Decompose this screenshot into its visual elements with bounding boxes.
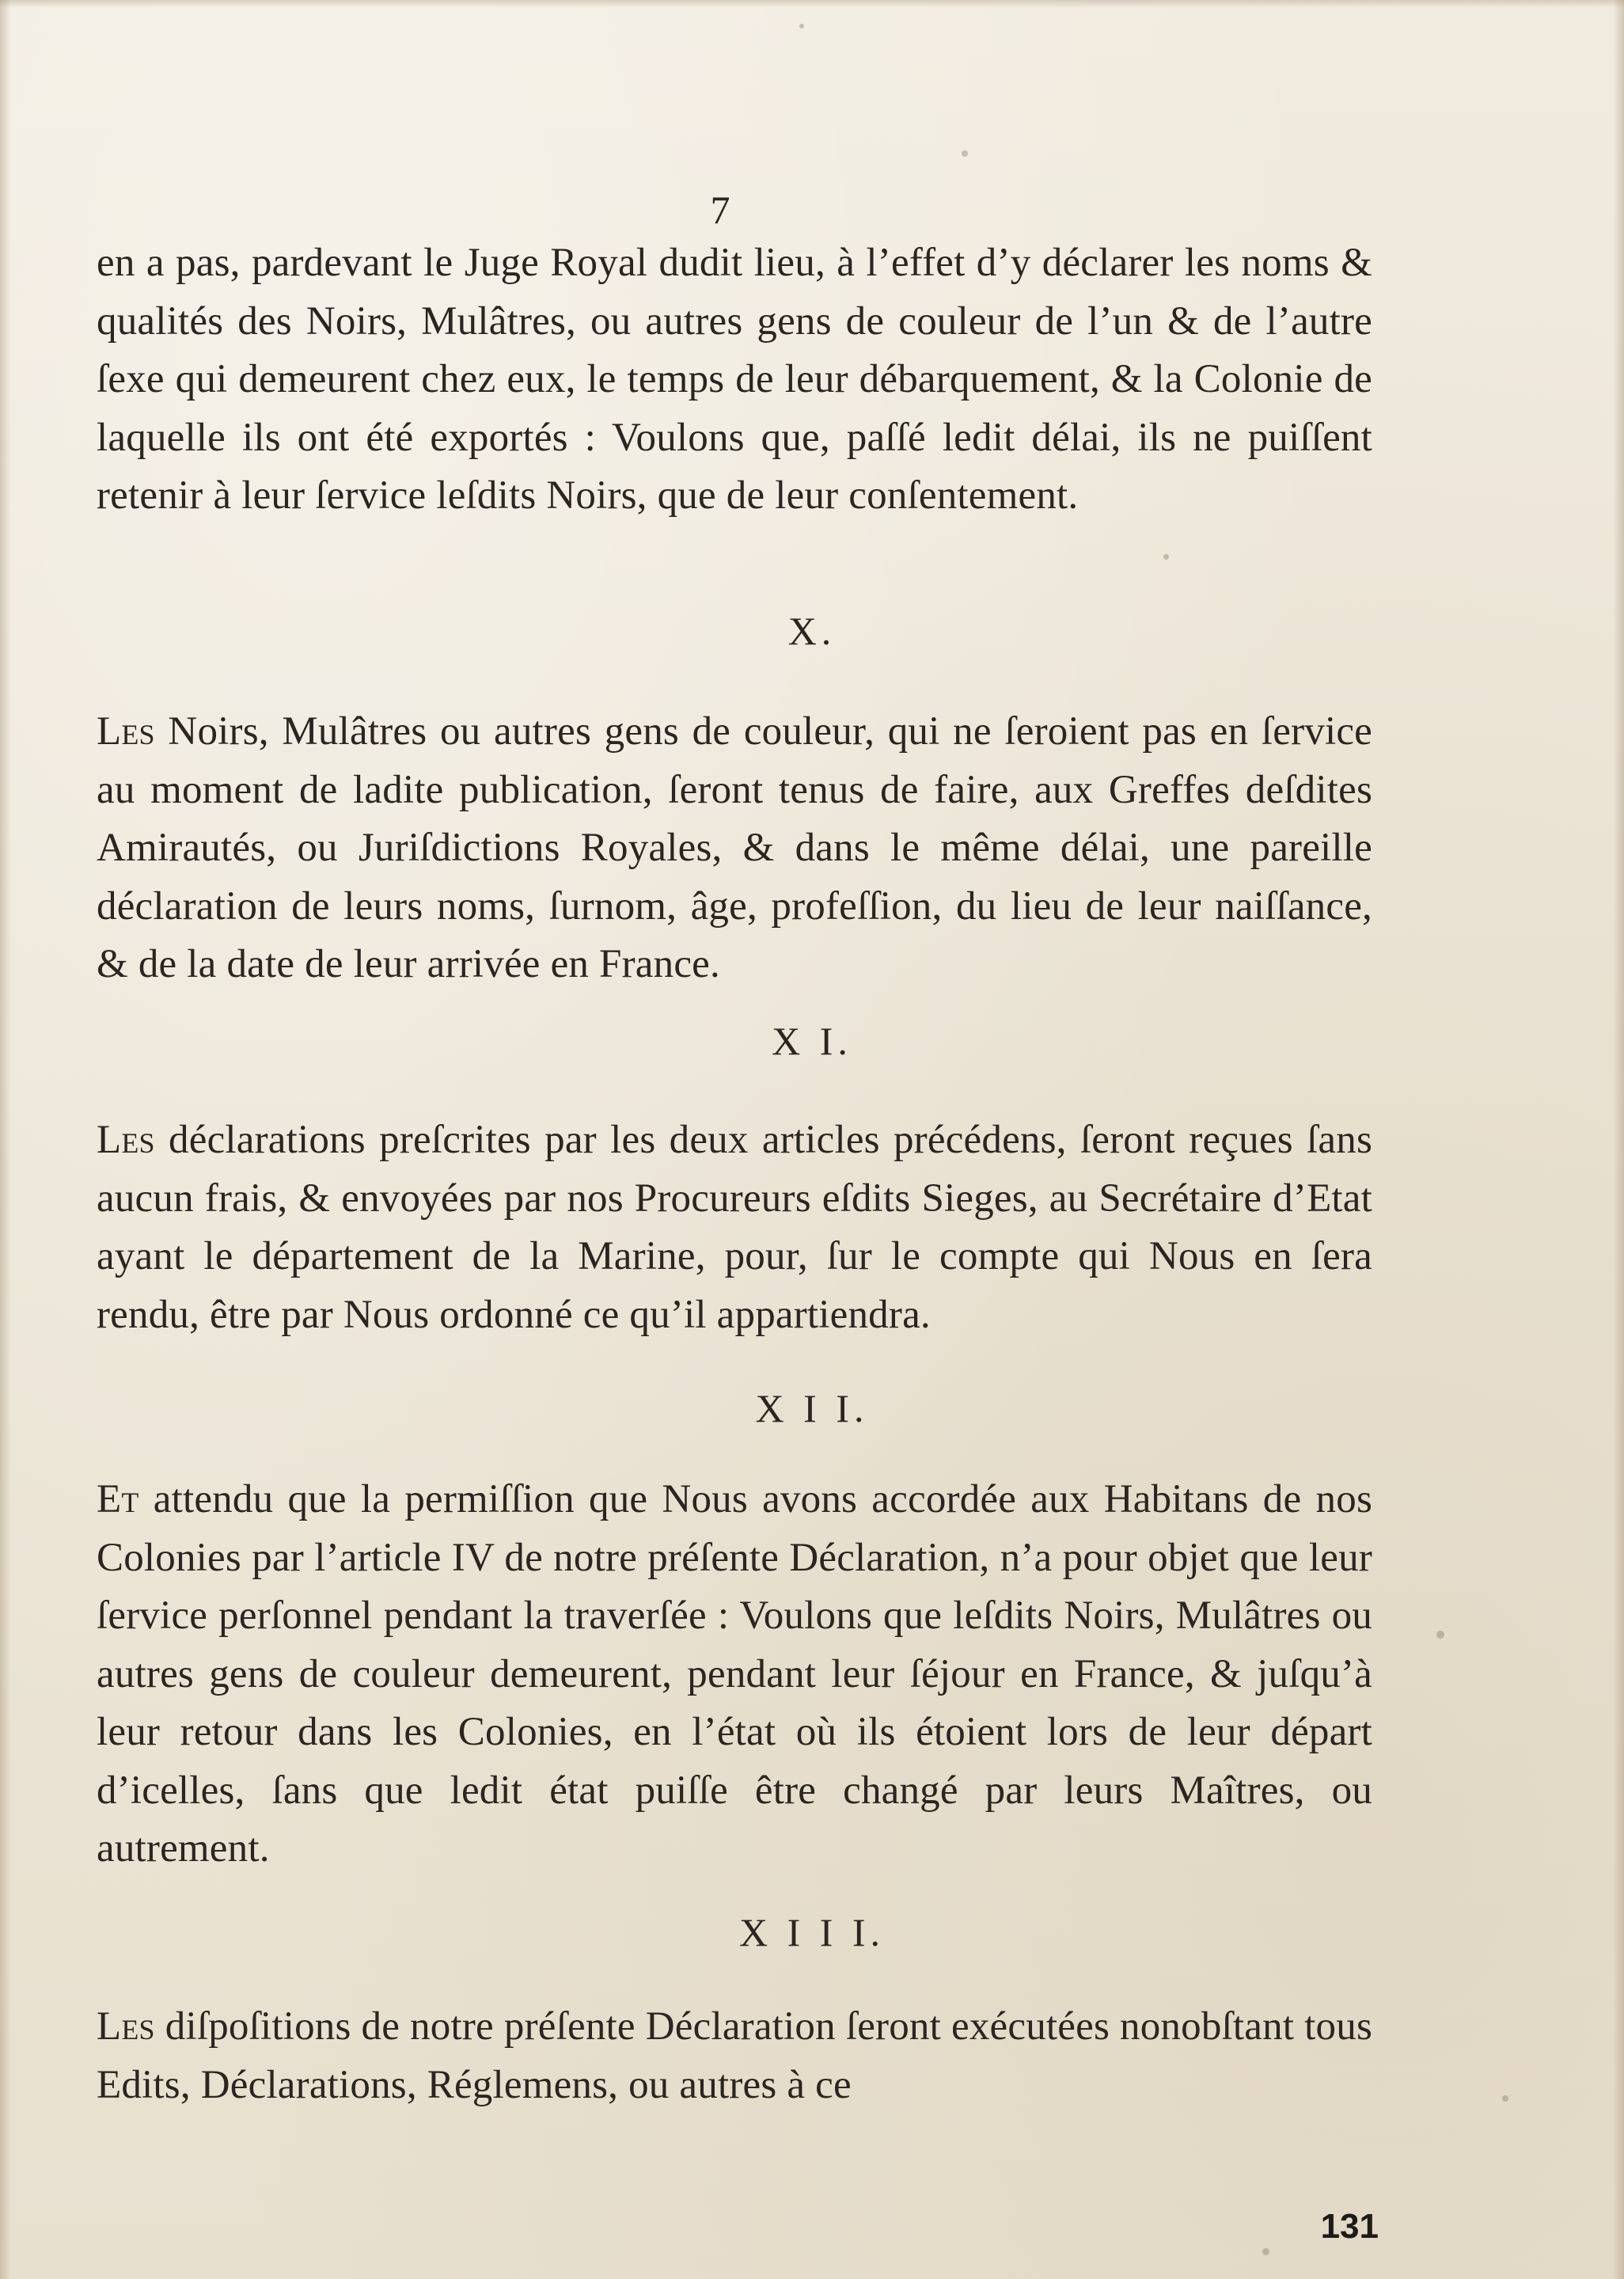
article-x-lead: Les [97,709,155,754]
article-xi-paragraph [97,1111,1372,1344]
article-xiii-lead: Les [97,2004,155,2049]
paper-speck [1502,2095,1508,2102]
article-heading-xi: X I. [772,1019,852,1063]
article-xiii-text: diſpoſitions de notre préſente Déclaration ſeront exécutées nonobſtant tous Edits, Déclarations, Réglemens, ou autres à ce [97,2004,1372,2107]
article-heading-xiii: X I I I. [738,1910,886,1954]
article-xiii-paragraph [97,1998,1372,2114]
paper-speck [962,150,968,157]
paper-speck [799,24,804,28]
paper-speck [1262,2248,1269,2255]
page-number: 7 [710,188,730,232]
article-xii-paragraph [97,1471,1372,1878]
page-edge-top [0,0,1624,8]
folio-stamp: 131 [1320,2207,1379,2246]
paper-speck [1436,1631,1444,1639]
paper-speck [1163,554,1169,560]
article-heading-x: X. [787,609,837,653]
article-x-text: Noirs, Mulâtres ou autres gens de couleur, qui ne ſeroient pas en ſervice au moment de ladite publication, ſeront tenus de faire, aux Greffes deſdites Amirautés, ou Juriſdictions Royales, & dans le même délai, une pareille déclaration de leurs noms, ſurnom, âge, profeſſion, du lieu de leur naiſſance, & de la date de leur arrivée en France. [97,709,1372,986]
article-xii-lead: Et [97,1477,139,1521]
article-xi-text: déclarations preſcrites par les deux articles précédens, ſeront reçues ſans aucun frais, & envoyées par nos Procureurs eſdits Sieges, au Secrétaire d’Etat ayant le département de la Marine, pour, ſur le compte qui Nous en ſera rendu, être par Nous ordonné ce qu’il appartiendra. [97,1118,1372,1337]
continuation-paragraph: en a pas, pardevant le Juge Royal dudit lieu, à l’effet d’y déclarer les noms & qualités des Noirs, Mulâtres, ou autres gens de couleur de l’un & de l’autre ſexe qui demeurent chez eux, le temps de leur débarquement, & la Colonie de laquelle ils ont été exportés : Voulons que, paſſé ledit délai, ils ne puiſſent retenir à leur ſervice leſdits Noirs, que de leur conſentement. [97,241,1372,518]
article-heading-xii: X I I. [755,1386,869,1430]
article-xi-lead: Les [97,1118,155,1162]
article-xii-text: attendu que la permiſſion que Nous avons accordée aux Habitans de nos Colonies par l’article IV de notre préſente Déclaration, n’a pour objet que leur ſervice perſonnel pendant la traverſée : Voulons que leſdits Noirs, Mulâtres ou autres gens de couleur demeurent, pendant leur ſéjour en France, & juſqu’à leur retour dans les Colonies, en l’état où ils étoient lors de leur départ d’icelles, ſans que ledit état puiſſe être changé par leurs Maîtres, ou autrement. [97,1477,1372,1871]
article-x-paragraph [97,703,1372,994]
